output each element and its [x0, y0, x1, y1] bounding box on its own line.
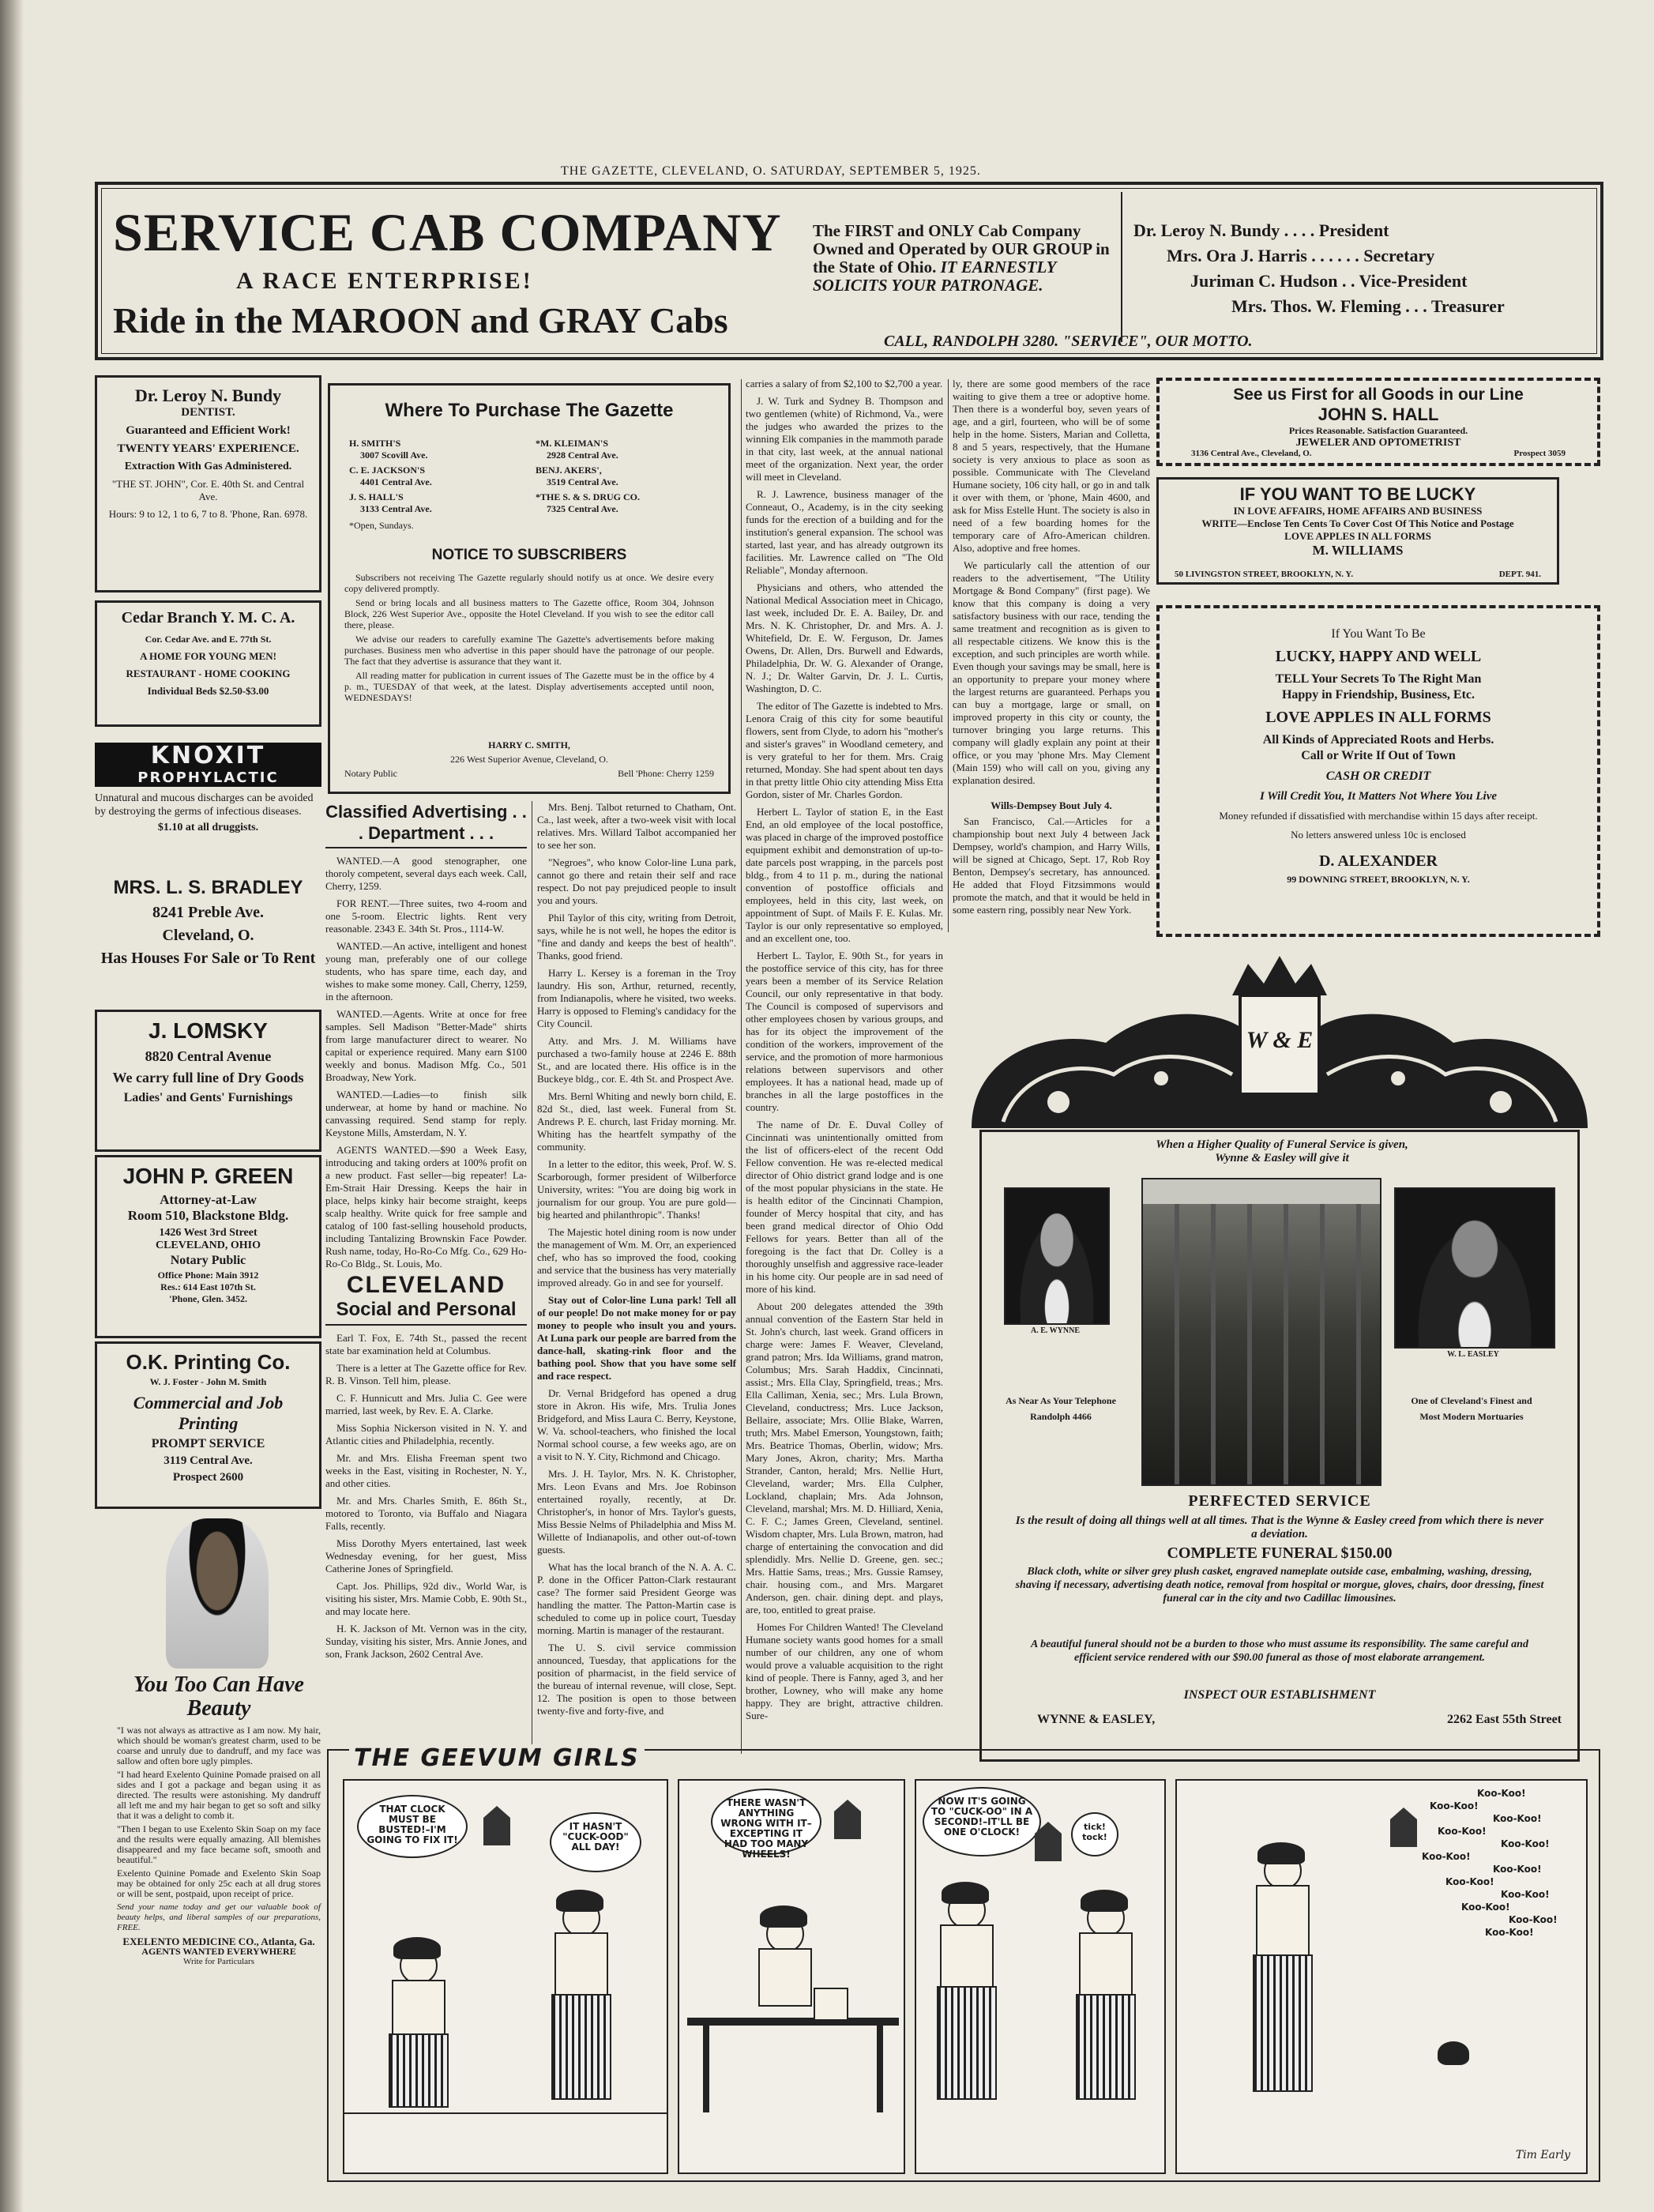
koo-text: Koo-Koo!: [1477, 1788, 1526, 1799]
classified-item: AGENTS WANTED.—$90 a Week Easy, introducing and taking orders at 100% profit on a new product. Fast seller—big repeater! La-Em-Strait Hair Dressing. Keeps the hair in place, helps kinky hair become straight, keeps scalp healthy. Write quick for free sample and catalog of 100 fast-selling household products, including Tantalizing Brownskin Face Powder. Rush name, today, Ho-Ro-Co Mfg. Co., 629 Ho-Ro-Co Bldg., St. Louis, Mo.: [325, 1144, 527, 1270]
girl-torso: [940, 1924, 994, 1991]
dealer-4: *M. KLEIMAN'S: [536, 438, 609, 449]
comic-bubble-5: tick! tock!: [1071, 1812, 1118, 1856]
comic-bubble-2: IT HASN'T "CUCK-OOD" ALL DAY!: [550, 1812, 641, 1872]
funeral-price: COMPLETE FUNERAL $150.00: [1167, 1544, 1393, 1562]
classified-item: WANTED.—Ladies—to finish silk underwear, at home by hand or machine. No canvassing required. Send stamp for reply. Keystone Mills, Amsterdam, N. Y.: [325, 1089, 527, 1138]
koo-text: Koo-Koo!: [1485, 1927, 1534, 1938]
funeral-right-text: One of Cleveland's Finest and Most Modern Mortuaries: [1411, 1395, 1532, 1422]
newspaper-page: [24, 0, 1654, 2212]
comic-strip: [327, 1744, 1600, 2182]
girl-skirt: [389, 2033, 449, 2108]
dealer-5-addr: 3519 Central Ave.: [547, 476, 618, 487]
girl-torso: [1256, 1885, 1310, 1959]
koo-list: [1414, 1787, 1580, 1939]
bundy-l5: Hours: 9 to 12, 1 to 6, 7 to 8. 'Phone, Ran. 6978.: [108, 508, 308, 520]
dealer-2: C. E. JACKSON'S: [349, 465, 426, 476]
wills-body: San Francisco, Cal.—Articles for a championship bout next July 4 between Jack Dempsey, world's champion, and Harry Wills, will be signed at Chicago, Sept. 17, Rob Roy Benton, Dempsey's secretary, has announced. He added that Floyd Fitzsimmons would promote the match, and that it would be held in some eastern ring, possibly near New York.: [953, 815, 1150, 916]
printing-l1: W. J. Foster - John M. Smith: [149, 1376, 267, 1387]
dealer-5: BENJ. AKERS',: [536, 465, 602, 476]
cab-officer-1: Dr. Leroy N. Bundy . . . . President: [1133, 220, 1389, 240]
hall-l1: Prices Reasonable. Satisfaction Guaranteed.: [1288, 425, 1468, 436]
beauty-write: Write for Particulars: [183, 1957, 254, 1966]
hall-l2: JEWELER AND OPTOMETRIST: [1295, 437, 1461, 449]
social-title-1: CLEVELAND: [346, 1272, 506, 1298]
notice-body: [344, 572, 714, 703]
purchase-right: [536, 438, 717, 515]
news-item: The Majestic hotel dining room is now under the management of Wm. M. Orr, an experienced chef, who has so improved the food, cooking and service that the business has very materially improved already. Go in and see for yourself.: [537, 1226, 736, 1288]
news-column-4: [746, 378, 943, 1754]
dealer-6-addr: 7325 Central Ave.: [547, 503, 618, 514]
news-item: J. W. Turk and Sydney B. Thompson and two gentlemen (white) of Richmond, Va., were the judges who awarded the prizes to the winning Elk companies in the mammoth parade in that city, last week, at the annual national meet of the organization. Next year, the order will meet in Cleveland.: [746, 395, 943, 483]
bundy-role: DENTIST.: [181, 406, 235, 419]
notice-p2: Send or bring locals and all business matters to The Gazette office, Room 304, Johnson Block, 226 West Superior Ave., opposite the Hotel Cleveland. If you wish to see the editor call there, please.: [344, 597, 714, 630]
comic-bubble-4: NOW IT'S GOING TO "CUCK-OO" IN A SECOND!–IT'LL BE ONE O'CLOCK!: [923, 1787, 1041, 1856]
printing-l4: 3119 Central Ave.: [164, 1454, 253, 1467]
cab-ad-call: CALL, RANDOLPH 3280. "SERVICE", OUR MOTTO.: [884, 333, 1253, 350]
printing-name: O.K. Printing Co.: [126, 1350, 291, 1374]
beauty-p1: "I was not always as attractive as I am now. My hair, which should be woman's greatest charm, used to be coarse and unruly due to dandruff, and my face was sallow and often bore ugly pimples.: [117, 1725, 321, 1766]
cab-ad-tagline: Ride in the MAROON and GRAY Cabs: [113, 300, 728, 340]
alexander-ad: [1156, 605, 1600, 937]
alexander-l6: All Kinds of Appreciated Roots and Herbs.: [1262, 733, 1494, 747]
bundy-l3: Extraction With Gas Administered.: [124, 461, 292, 472]
beauty-title: You Too Can Have Beauty: [133, 1672, 304, 1721]
lucky-l3: LOVE APPLES IN ALL FORMS: [1284, 530, 1431, 542]
news-column-3: [537, 801, 736, 1753]
funeral-ad: [956, 940, 1603, 1762]
news-item: Homes For Children Wanted! The Cleveland Humane society wants good homes for a small number of our children, any one of whom would prove a valuable acquisition to the right kind of people. There is Fanny, aged 3, and her brother, Lowney, who will make any home happy. They are bright, attractive children. Sure-: [746, 1621, 943, 1721]
green-l2: Room 510, Blackstone Bldg.: [127, 1208, 289, 1223]
news-item: Herbert L. Taylor, E. 90th St., for years in the postoffice service of this city, has for three years been a member of its Service Relation Council, our only representative in that body. The Council is composed of supervisors and other employees chosen by various groups, and has for its object the improvement of the condition of the workers, improvement of the service, and the promotion of more harmonious relations between supervisors and other employees. It has a national head, made up of branches in all the large postoffices in the country.: [746, 950, 943, 1113]
ymca-ad: [95, 600, 321, 727]
notice-p4: All reading matter for publication in current issues of The Gazette must be in the office by 4 p. m., TUESDAY of that week, at the latest. Display advertisements accepted until noon, WEDNESDAYS!: [344, 670, 714, 703]
funeral-heading: PERFECTED SERVICE: [1188, 1492, 1371, 1510]
wynne-photo: [1004, 1187, 1110, 1325]
news-item: Mrs. Benj. Talbot returned to Chatham, Ont. Ca., last week, after a two-week visit with local relatives. Mrs. Willard Talbot accompanied her to see her son.: [537, 801, 736, 851]
printing-l2: Commercial and Job Printing: [133, 1393, 284, 1433]
lucky-l1: IN LOVE AFFAIRS, HOME AFFAIRS AND BUSINESS: [1233, 505, 1483, 517]
girl-hat: [760, 1905, 807, 1928]
girl-hat: [1257, 1842, 1305, 1864]
owner-phone: Bell 'Phone: Cherry 1259: [618, 768, 714, 779]
funeral-frame: [979, 1130, 1580, 1762]
comic-title: THE GEEVUM GIRLS: [349, 1744, 645, 1772]
ymca-l3: RESTAURANT - HOME COOKING: [126, 668, 291, 679]
lucky-name: M. WILLIAMS: [1312, 543, 1404, 558]
lucky-dept: DEPT. 941.: [1498, 570, 1541, 579]
funeral-left-text: As Near As Your Telephone Randolph 4466: [1006, 1395, 1116, 1422]
classified-item: FOR RENT.—Three suites, two 4-room and one 5-room. Electric lights. Rent very reasonable. 2343 E. 34th St. Pros., 1114-W.: [325, 897, 527, 935]
knoxit-sub: PROPHYLACTIC: [95, 769, 321, 787]
koo-text: Koo-Koo!: [1501, 1838, 1550, 1849]
funeral-lead: When a Higher Quality of Funeral Service is given, Wynne & Easley will give it: [1156, 1138, 1408, 1164]
lomsky-ad: [95, 1010, 321, 1152]
dealer-2-addr: 4401 Central Ave.: [360, 476, 432, 487]
beauty-agents: AGENTS WANTED EVERYWHERE: [141, 1946, 296, 1957]
mortuary-building-photo: [1141, 1178, 1381, 1486]
dealer-1-addr: 3007 Scovill Ave.: [360, 450, 428, 461]
lucky-ad: [1156, 477, 1559, 585]
girl-torso: [554, 1932, 608, 1999]
social-column: [325, 1272, 527, 1754]
cuckoo-clock-icon: [834, 1800, 861, 1839]
ymca-name: Cedar Branch Y. M. C. A.: [121, 609, 295, 626]
alexander-l3: TELL Your Secrets To The Right Man: [1275, 672, 1482, 686]
owner-notary: Notary Public: [344, 768, 397, 779]
news-item: In a letter to the editor, this week, Prof. W. S. Scarborough, former president of Wilberforce University, writes: "You are doing big work in journalism for our group. You are pure gold—big hearted and philanthropic". Thanks!: [537, 1158, 736, 1221]
news-item: The name of Dr. E. Duval Colley of Cincinnati was unintentionally omitted from the list of officers-elect of the recent Odd Fellow convention. He was re-elected medical director of Ohio district grand lodge and is one of the most popular physicians in the state. He is health editor of the Cincinnati Champion, founder of Mercy hospital that city, and has been grand medical director of Ohio Odd Fellows for years. Better than all of the foregoing is the fact that Dr. Colley is a thoroughly unselfish and aggressive race-leader in his home city. Our people are in sad need of more of his kind.: [746, 1119, 943, 1295]
wills-article: [953, 799, 1150, 930]
cab-officer-2: Mrs. Ora J. Harris . . . . . . Secretary: [1167, 246, 1435, 265]
alexander-l11: No letters answered unless 10c is enclosed: [1291, 829, 1466, 841]
cab-officer-4: Mrs. Thos. W. Fleming . . . Treasurer: [1231, 296, 1505, 316]
news-item: Mrs. J. H. Taylor, Mrs. N. K. Christopher, Mrs. Leon Evans and Mrs. Joe Robinson entertained royally, recently, at Dr. Christopher's, in honor of Mrs. Taylor's guests, Miss Bessie Nelms of Philadelphia and Miss M. Willette of Indianapolis, and other out-of-town guests.: [537, 1468, 736, 1556]
beauty-portrait: [166, 1518, 269, 1668]
funeral-creed: Is the result of doing all things well at all times. That is the Wynne & Easley creed from which there is never a deviation.: [1015, 1514, 1544, 1540]
hall-ad: [1156, 378, 1600, 466]
ymca-l4: Individual Beds $2.50-$3.00: [147, 685, 269, 697]
social-item: Capt. Jos. Phillips, 92d div., World War, is visiting his sister, Mrs. Mamie Cobb, E. 90th St., and may locate here.: [325, 1580, 527, 1617]
comic-panel-1: [343, 1779, 668, 2174]
green-l5: Notary Public: [170, 1254, 246, 1267]
lomsky-l2: We carry full line of Dry Goods: [112, 1070, 304, 1085]
funeral-burden: A beautiful funeral should not be a burden to those who must assume its responsibility. The same careful and efficient service rendered with our $90.00 funeral as those of most elaborate arrangement.: [1031, 1638, 1528, 1664]
news-item: Harry L. Kersey is a foreman in the Troy laundry. His son, Arthur, returned, recently, from Indianapolis, where he visited, two weeks. Harry is opposed to Fleming's candidacy for the City Council.: [537, 967, 736, 1029]
purchase-left: [349, 438, 523, 515]
ymca-l2: A HOME FOR YOUNG MEN!: [140, 650, 276, 662]
news-item: Dr. Vernal Bridgeford has opened a drug store in Akron. His wife, Mrs. Trulia Jones Bridgeford, and Miss Laura C. Berry, Keystone, W. Va. school-teachers, who finished the local Normal school course, a few weeks ago, are on a visit to N. Y. City, Richmond and Chicago.: [537, 1387, 736, 1462]
knoxit-price: $1.10 at all druggists.: [157, 822, 259, 833]
bundy-ad: [95, 375, 321, 592]
bradley-l1: 8241 Preble Ave.: [152, 904, 264, 921]
ymca-l1: Cor. Cedar Ave. and E. 77th St.: [145, 634, 272, 645]
green-l7: Res.: 614 East 107th St.: [160, 1281, 256, 1292]
news-item: The editor of The Gazette is indebted to Mrs. Lenora Craig of this city for some beautiful flowers, sent from Clyde, to adorn his "mother's and sister's graves" in Woodland cemetery, and is very grateful to her for them. Mrs. Craig returned, Monday. She had spent about ten days in that pretty little Ohio city attending Miss Etta Gordon, sister of Mr. Charles Gordon.: [746, 700, 943, 800]
girl-torso: [392, 1980, 445, 2038]
table-leg: [877, 2026, 883, 2112]
notice-p1: Subscribers not receiving The Gazette regularly should notify us at once. We desire every copy delivered promptly.: [344, 572, 714, 594]
clock-box: [814, 1988, 848, 2021]
wills-title: Wills-Dempsey Bout July 4.: [991, 799, 1112, 811]
girl-skirt: [1076, 1994, 1136, 2100]
knoxit-ad: [95, 743, 321, 869]
printing-ad: [95, 1341, 321, 1509]
binding-gutter: [0, 0, 24, 2212]
bundy-l1: Guaranteed and Efficient Work!: [126, 424, 291, 437]
girl-torso: [1079, 1932, 1133, 1999]
alexander-addr: 99 DOWNING STREET, BROOKLYN, N. Y.: [1287, 874, 1470, 885]
girl-torso: [758, 1948, 812, 2007]
alexander-l4: Happy in Friendship, Business, Etc.: [1281, 688, 1475, 702]
funeral-addr: 2262 East 55th Street: [1446, 1713, 1562, 1726]
funeral-firm: WYNNE & EASLEY,: [1037, 1713, 1156, 1726]
beauty-copy: [117, 1673, 321, 2171]
social-title-2: Social and Personal: [325, 1299, 527, 1326]
news-item: About 200 delegates attended the 39th annual convention of the Eastern Star held in St. John's church, last week. Grand officers in charge were: James F. Weaver, Cleveland, grand patron; Mrs. Ida Williams, grand matron, Columbus; Mrs. Sarah Haddix, Cincinnati, assist.; Mrs. Ella Clay, Springfield, treas.; Mrs. Ella Calliman, Xenia, sec.; Mrs. Lula Brown, Cleveland, conductress; Mrs. Luce Jackson, Bellaire, associate; Mrs. Ollie Blake, Warren, truth; Mrs. Mabel Emerson, Youngstown, faith; Mrs. Beatrice Thomas, Oberlin, widow; Mrs. Mary Jones, Akron, charity; Mrs. Martha Strander, Canton, herald; Mrs. Nellie Hurt, Cleveland, warder; Mrs. Ella Culpher, Lockland, chaplain; Mrs. Ada Johnson, Cleveland, marshal; Mrs. M. D. Hilliard, Xenia, C. F. C.; James Green, Cleveland, sentinel. Wisdom chapter, Mrs. Lula Brown, matron, had charge of entertaining the convocation and did splendidly. Mrs. Nellie D. Greene, gen. sec.; Mrs. Hattie Sams, treas.; Mrs. Gussie Ramsey, chair. housing com., and Mrs. Margaret Anderson, gen. chair. dining dept. and plays, are, too, entitled to great praise.: [746, 1300, 943, 1616]
printing-l5: Prospect 2600: [172, 1471, 244, 1484]
koo-text: Koo-Koo!: [1461, 1902, 1510, 1913]
koo-text: Koo-Koo!: [1430, 1800, 1479, 1811]
cab-ad-pitch-plain: The FIRST and ONLY Cab Company Owned and Operated by OUR GROUP in the State of Ohio.: [813, 221, 1110, 276]
green-l3: 1426 West 3rd Street: [159, 1227, 257, 1239]
table: [687, 2018, 899, 2026]
funeral-details: Black cloth, white or silver grey plush casket, engraved nameplate outside case, embalming, washing, dressing, shaving if necessary, advertising death notice, removal from hospital or morgue, gloves, chairs, door dressing, finest funeral car in the city and two Cadillac limousines.: [1015, 1566, 1544, 1604]
funeral-inspect: INSPECT OUR ESTABLISHMENT: [1183, 1688, 1376, 1702]
cab-ad: [95, 182, 1603, 360]
bradley-name: MRS. L. S. BRADLEY: [113, 877, 303, 898]
news-item: R. J. Lawrence, business manager of the Conneaut, O., Academy, is in the city seeking funds for the erection of a building and for the institution's general expansion. The school was started, last year, and has already outgrown its facilities. Mr. Lawrence called on "The Old Reliable", Monday afternoon.: [746, 488, 943, 576]
cab-ad-subtitle: A RACE ENTERPRISE!: [236, 268, 533, 294]
social-item: Miss Dorothy Myers entertained, last week Wednesday evening, for her guest, Miss Catherine Jones of Springfield.: [325, 1537, 527, 1574]
lomsky-l3: Ladies' and Gents' Furnishings: [123, 1091, 293, 1104]
beauty-p3: "Then I began to use Exelento Skin Soap on my face and the results were equally amazing. All blemishes disappeared and my face became soft, smooth and beautiful.": [117, 1823, 321, 1865]
news-item: Physicians and others, who attended the National Medical Association meet in Chicago, last week, included Dr. E. A. Bailey, Dr. and Mrs. N. K. Christopher, Dr. and Mrs. A. J. Whitefield, Dr. E. W. Ferguson, Dr. James Owens, Dr. Allen, Drs. Burwell and Edwards, Philadelphia, Dr. W. G. Alexander of Orange, N. J.; Dr. Walter Garvin, Dr. J. L. Curtis, Washington, D. C.: [746, 581, 943, 694]
news-item: "Negroes", who know Color-line Luna park, cannot go there and retain their self and race respect. Do not pay prejudiced people to insult you and yours.: [537, 856, 736, 906]
girl-skirt: [551, 1994, 611, 2100]
news-item: carries a salary of from $2,100 to $2,700 a year.: [746, 378, 943, 389]
koo-text: Koo-Koo!: [1438, 1826, 1487, 1837]
classified-item: WANTED.—An active, intelligent and honest young man, preferably one of our college students, who has spare time, each day, and wishes to make some money. Call, Cherry, 1259, in the afternoon.: [325, 940, 527, 1003]
bundy-l2: TWENTY YEARS' EXPERIENCE.: [117, 442, 299, 455]
alexander-l8: CASH OR CREDIT: [1325, 769, 1431, 783]
social-item: Mr. and Mrs. Elisha Freeman spent two weeks in the East, visiting in Rochester, N. Y., and other cities.: [325, 1452, 527, 1489]
koo-text: Koo-Koo!: [1493, 1864, 1542, 1875]
classified-item: WANTED.—Agents. Write at once for free samples. Sell Madison "Better-Made" shirts from large manufacturer direct to wearer. No capital or experience required. Many earn $100 weekly and bonus. Madison Mfg. Co., 501 Broadway, New York.: [325, 1008, 527, 1083]
koo-text: Koo-Koo!: [1493, 1813, 1542, 1824]
owner-address: 226 West Superior Avenue, Cleveland, O.: [450, 754, 608, 765]
green-ad: [95, 1155, 321, 1338]
purchase-note: *Open, Sundays.: [349, 520, 414, 531]
news-column-5: [953, 378, 1150, 788]
floor-line: [344, 2112, 667, 2114]
hall-top: See us First for all Goods in our Line: [1233, 386, 1524, 404]
green-l8: 'Phone, Glen. 3452.: [168, 1293, 247, 1304]
notice-p3: We advise our readers to carefully examine The Gazette's advertisements before making purchases. Business men who advertise in this paper should have the patronage of our people. The fact that they advertise is assurance that they want it.: [344, 634, 714, 667]
social-item: Miss Sophia Nickerson visited in N. Y. and Atlantic cities and Philadelphia, recently.: [325, 1422, 527, 1446]
cab-ad-title: SERVICE CAB COMPANY: [113, 202, 782, 262]
girl-skirt: [937, 1986, 997, 2100]
easley-name: W. L. EASLEY: [1447, 1350, 1499, 1359]
green-l6: Office Phone: Main 3912: [157, 1270, 259, 1281]
purchase-box: [328, 383, 731, 794]
green-name: JOHN P. GREEN: [122, 1164, 294, 1188]
news-item: Stay out of Color-line Luna park! Tell all of our people! Do not make money for or pay money to people who insult you and yours. At Luna park our people are barred from the dance-hall, skating-rink floor and the bathing pool. Show that you have some self and race respect.: [537, 1294, 736, 1382]
classified-item: WANTED.—A good stenographer, one thoroly competent, several days each week. Call, Cherry, 1259.: [325, 855, 527, 892]
hall-addr: 3136 Central Ave., Cleveland, O.: [1191, 449, 1312, 458]
owner-name: HARRY C. SMITH,: [488, 739, 570, 750]
alexander-l5: LOVE APPLES IN ALL FORMS: [1265, 709, 1491, 726]
funeral-monogram: W & E: [1246, 1027, 1314, 1053]
girl-hat: [1081, 1890, 1128, 1912]
hall-name: JOHN S. HALL: [1318, 404, 1439, 424]
table-leg: [703, 2026, 709, 2112]
beauty-p5: Send your name today and get our valuable book of beauty helps, and liberal samples of our preparations, FREE.: [117, 1902, 321, 1932]
lomsky-name: J. LOMSKY: [148, 1018, 268, 1043]
social-item: There is a letter at The Gazette office for Rev. R. B. Vinson. Tell him, please.: [325, 1362, 527, 1386]
classified-column: [325, 801, 527, 1270]
alexander-l1: If You Want To Be: [1331, 627, 1426, 641]
news-item: Phil Taylor of this city, writing from Detroit, says, while he is not well, he hopes the editor is "fine and dandy and keeps the best of health". Thanks, good friend.: [537, 912, 736, 961]
news-item: What has the local branch of the N. A. A. C. P. done in the Officer Patton-Clark restaurant case? The former said President George was handling the matter. The Patton-Martin case is scheduled to come up in police court, Tuesday morning. Martin is manager of the restaurant.: [537, 1561, 736, 1636]
easley-photo: [1394, 1187, 1555, 1349]
wynne-name: A. E. WYNNE: [1030, 1326, 1081, 1335]
cab-officer-3: Juriman C. Hudson . . Vice-President: [1190, 271, 1468, 291]
green-l1: Attorney-at-Law: [160, 1192, 257, 1207]
comic-panel-4: [1175, 1779, 1588, 2174]
dealer-3-addr: 3133 Central Ave.: [360, 503, 432, 514]
dealer-4-addr: 2928 Central Ave.: [547, 450, 618, 461]
social-item: C. F. Hunnicutt and Mrs. Julia C. Gee were married, last week, by Rev. E. A. Clarke.: [325, 1392, 527, 1416]
cab-ad-pitch-italic: IT EARNESTLY SOLICITS YOUR PATRONAGE.: [813, 258, 1056, 295]
alexander-l7: Call or Write If Out of Town: [1301, 749, 1456, 762]
notice-title: NOTICE TO SUBSCRIBERS: [431, 547, 627, 563]
koo-text: Koo-Koo!: [1501, 1889, 1550, 1900]
alexander-l10: Money refunded if dissatisfied with merchandise within 15 days after receipt.: [1219, 810, 1538, 822]
news-item: Mrs. Bernl Whiting and newly born child, E. 82d St., died, last week. Funeral from St. Andrews P. E. church, last Friday morning. Mr. Whiting has the heartfelt sympathy of the community.: [537, 1090, 736, 1153]
column-rule: [741, 379, 742, 1754]
news-item: We particularly call the attention of our readers to the advertisement, "The Utility Mortgage & Bond Company" (first page). We know that this company is doing a very satisfactory business with our race, tending the same treatment and recognition as is given to all respectable citizens. We know this is the exception, and such principles are worth while. Even though your savings may be small, here is an opportunity to prepare your money where the largest returns are guaranteed. Perhaps you can buy a mortgage, large or small, on improved property in this city or county, the turnover bringing you large returns. This company will gladly explain any point at their office, or you may 'phone Mrs. May Clement (Main 159) who will call on you, giving any explanation desired.: [953, 559, 1150, 786]
lucky-addr: 50 LIVINGSTON STREET, BROOKLYN, N. Y.: [1175, 570, 1354, 579]
cuckoo-clock-icon: [483, 1806, 510, 1845]
cab-ad-pitch: [813, 222, 1113, 295]
lucky-l2: WRITE—Enclose Ten Cents To Cover Cost Of This Notice and Postage: [1201, 517, 1514, 529]
girl-skirt: [1253, 1954, 1313, 2092]
cab-ad-officers: [1121, 192, 1122, 342]
bundy-l4: "THE ST. JOHN", Cor. E. 40th St. and Central Ave.: [111, 478, 305, 502]
beauty-firm: EXELENTO MEDICINE CO., Atlanta, Ga.: [122, 1936, 315, 1947]
knoxit-body: Unnatural and mucous discharges can be avoided by destroying the germs of infectious diseases.: [95, 792, 314, 818]
girl-hat: [556, 1890, 603, 1912]
dealer-3: J. S. HALL'S: [349, 491, 404, 502]
green-l4: CLEVELAND, OHIO: [155, 1240, 261, 1251]
alexander-name: D. ALEXANDER: [1318, 852, 1438, 870]
koo-text: Koo-Koo!: [1509, 1914, 1558, 1925]
comic-panel-3: [915, 1779, 1166, 2174]
beauty-p2: "I had heard Exelento Quinine Pomade praised on all sides and I got a package and began using it as directed. The results were astonishing. My dandruff all left me and my hair began to get so soft and silky that it was a delight to comb it.: [117, 1769, 321, 1821]
printing-l3: PROMPT SERVICE: [151, 1437, 265, 1450]
dateline: THE GAZETTE, CLEVELAND, O. SATURDAY, SEPTEMBER 5, 1925.: [561, 164, 981, 178]
lucky-title: IF YOU WANT TO BE LUCKY: [1239, 484, 1476, 504]
bradley-l2: Cleveland, O.: [162, 927, 254, 944]
bradley-ad: [95, 877, 321, 1003]
comic-panel-2: [678, 1779, 905, 2174]
dealer-6: *THE S. & S. DRUG CO.: [536, 491, 641, 502]
social-item: Earl T. Fox, E. 74th St., passed the recent state bar examination held at Columbus.: [325, 1332, 527, 1356]
column-rule: [948, 379, 949, 932]
koo-text: Koo-Koo!: [1422, 1851, 1471, 1862]
social-item: Mr. and Mrs. Charles Smith, E. 86th St., motored to Toronto, via Buffalo and Niagara Falls, recently.: [325, 1495, 527, 1532]
comic-signature: Tim Early: [1515, 2149, 1570, 2161]
koo-text: Koo-Koo!: [1445, 1876, 1494, 1887]
knoxit-name: KNOXIT: [95, 743, 321, 769]
comic-bubble-1: THAT CLOCK MUST BE BUSTED!–I'M GOING TO FIX IT!: [357, 1795, 468, 1858]
bradley-l3: Has Houses For Sale or To Rent: [100, 950, 316, 967]
comic-bubble-3: THERE WASN'T ANYTHING WRONG WITH IT– EXCEPTING IT HAD TOO MANY WHEELS!: [711, 1789, 821, 1855]
beauty-p4: Exelento Quinine Pomade and Exelento Skin Soap may be obtained for only 25c each at all drug stores or will be sent, postpaid, upon receipt of price.: [117, 1868, 321, 1899]
classified-title: Classified Advertising . . . Department . . .: [325, 801, 527, 848]
cuckoo-clock-icon: [1390, 1808, 1417, 1847]
social-item: H. K. Jackson of Mt. Vernon was in the city, Sunday, visiting his sister, Mrs. Annie Jones, and son, Frank Jackson, 2602 Central Ave.: [325, 1623, 527, 1660]
girl-hat: [393, 1937, 441, 1959]
news-item: The U. S. civil service commission announced, Tuesday, that applications for the position of pharmacist, in the field service of the bureau of internal revenue, will close, Sept. 12. The position is open to those between twenty-five and forty-five, and: [537, 1642, 736, 1717]
purchase-title: Where To Purchase The Gazette: [385, 400, 674, 421]
alexander-l9: I Will Credit You, It Matters Not Where You Live: [1259, 790, 1498, 803]
dealer-1: H. SMITH'S: [349, 438, 401, 449]
alexander-l2: LUCKY, HAPPY AND WELL: [1275, 648, 1482, 665]
cat-icon: [1438, 2041, 1469, 2065]
news-item: Herbert L. Taylor of station E, in the East End, an old employee of the local postoffice, was placed in charge of the improved postoffice equipment exhibit and demonstration of up-to-date parcels post wrapping, in the parcels post bldg., from 4 to 11 p. m., during the national convention of postoffice officials and employees, held in this city, last week, on appointment of Supt. of Mails F. E. Kulas. Mr. Taylor is our only representative so employed, and an excellent one, too.: [746, 806, 943, 944]
lomsky-l1: 8820 Central Avenue: [145, 1048, 272, 1064]
news-item: Atty. and Mrs. J. M. Williams have purchased a two-family house at 2246 E. 88th St., and are located there. His office is in the Buckeye bldg., cor. E. 4th St. and Prospect Ave.: [537, 1035, 736, 1085]
girl-hat: [942, 1882, 989, 1904]
hall-phone: Prospect 3059: [1513, 449, 1566, 458]
bundy-name: Dr. Leroy N. Bundy: [134, 386, 282, 405]
news-item: ly, there are some good members of the race waiting to give them a tree or adoptive home. Then there is a wonderful boy, seven years of age, and a girl, fourteen, who will be of some help in the home. Sisters, Marian and Colletta, 8 and 5 years, respectively, that the Humane society is very anxious to place as soon as possible. Communicate with The Cleveland Humane society, 106 city hall, or go in and talk it over with them, or 'phone, Main 4600, and ask for Miss Estelle Hunt. The society is also in need of a few boarding homes for the temporary care of Afro-American children. Also, adoptive and free homes.: [953, 378, 1150, 554]
